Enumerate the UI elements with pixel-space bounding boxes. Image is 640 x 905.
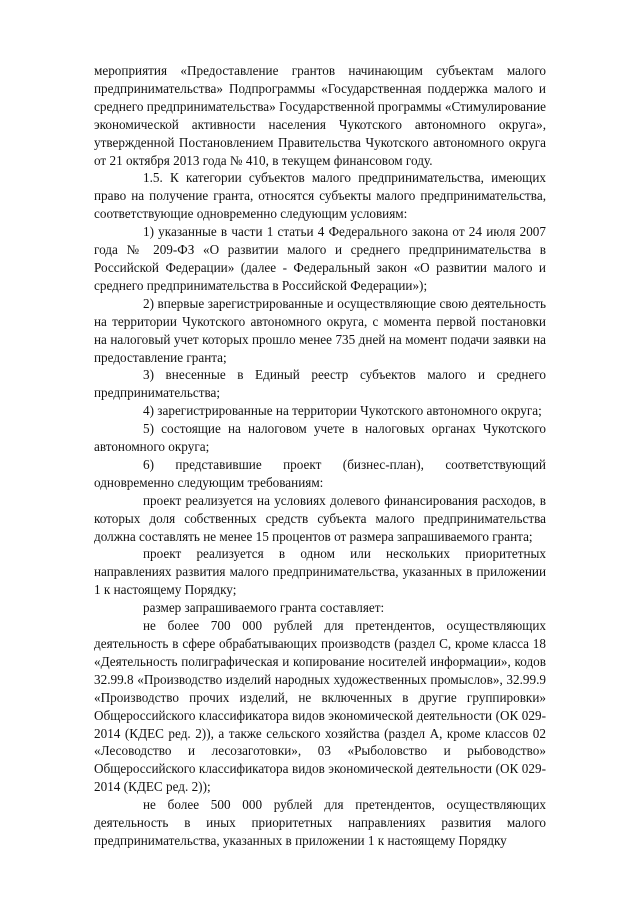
paragraph-grant-500000: не более 500 000 рублей для претендентов, осуществляющих деятельность в иных приоритетных направлениях развития малого предпринимательства, указанных в приложении 1 к настоящему Порядку: [94, 797, 546, 848]
paragraph-condition-5: 5) состоящие на налоговом учете в налоговых органах Чукотского автономного округа;: [94, 421, 546, 455]
paragraph-grant-700000: не более 700 000 рублей для претендентов, осуществляющих деятельность в сфере обрабатывающих производств (раздел C, кроме класса 18 «Деятельность полиграфическая и копирование носителей информации», кодов 32.99.8 «Производство изделий народных художественных промыслов», 32.99.9 «Производство прочих изделий, не включенных в другие группировки» Общероссийского классификатора видов экономической деятельности (ОК 029-2014 (КДЕС ред. 2)), а также сельского хозяйства (раздел A, кроме классов 02 «Лесоводство и лесозаготовки», 03 «Рыболовство и рыбоводство» Общероссийского классификатора видов экономической деятельности (ОК 029-2014 (КДЕС ред. 2));: [94, 618, 546, 795]
paragraph-condition-2: 2) впервые зарегистрированные и осуществляющие свою деятельность на территории Чукотского автономного округа, с момента первой постановки на налоговый учет которых прошло менее 735 дней на момент подачи заявки на предоставление гранта;: [94, 295, 546, 365]
paragraph-1-5: 1.5. К категории субъектов малого предпринимательства, имеющих право на получение гранта, относятся субъекты малого предпринимательства, соответствующие одновременно следующим условиям:: [94, 170, 546, 222]
paragraph-condition-3: 3) внесенные в Единый реестр субъектов малого и среднего предпринимательства;: [94, 367, 546, 401]
paragraph-requirement-priority: проект реализуется в одном или нескольких приоритетных направлениях развития малого предпринимательства, указанных в приложении 1 к настоящему Порядку;: [94, 546, 546, 598]
document-page: [94, 62, 546, 850]
paragraph-condition-1: 1) указанные в части 1 статьи 4 Федерального закона от 24 июля 2007 года № 209-ФЗ «О развитии малого и среднего предпринимательства в Российской Федерации» (далее - Федеральный закон «О развитии малого и среднего предпринимательства в Российской Федерации»);: [94, 224, 546, 293]
paragraph-condition-6: 6) представившие проект (бизнес-план), соответствующий одновременно следующим требованиям:: [94, 456, 546, 490]
paragraph-intro-continuation: мероприятия «Предоставление грантов начинающим субъектам малого предпринимательства» Подпрограммы «Государственная поддержка малого и среднего предпринимательства» Государственной программы «Стимулирование экономической активности населения Чукотского автономного округа», утвержденной Постановлением Правительства Чукотского автономного округа от 21 октября 2013 года № 410, в текущем финансовом году.: [94, 63, 546, 168]
paragraph-grant-size-heading: размер запрашиваемого гранта составляет:: [143, 600, 385, 616]
paragraph-condition-4: 4) зарегистрированные на территории Чукотского автономного округа;: [143, 403, 542, 419]
paragraph-requirement-cofinancing: проект реализуется на условиях долевого финансирования расходов, в которых доля собственных средств субъекта малого предпринимательства должна составлять не менее 15 процентов от размера запрашиваемого гранта;: [94, 492, 546, 544]
